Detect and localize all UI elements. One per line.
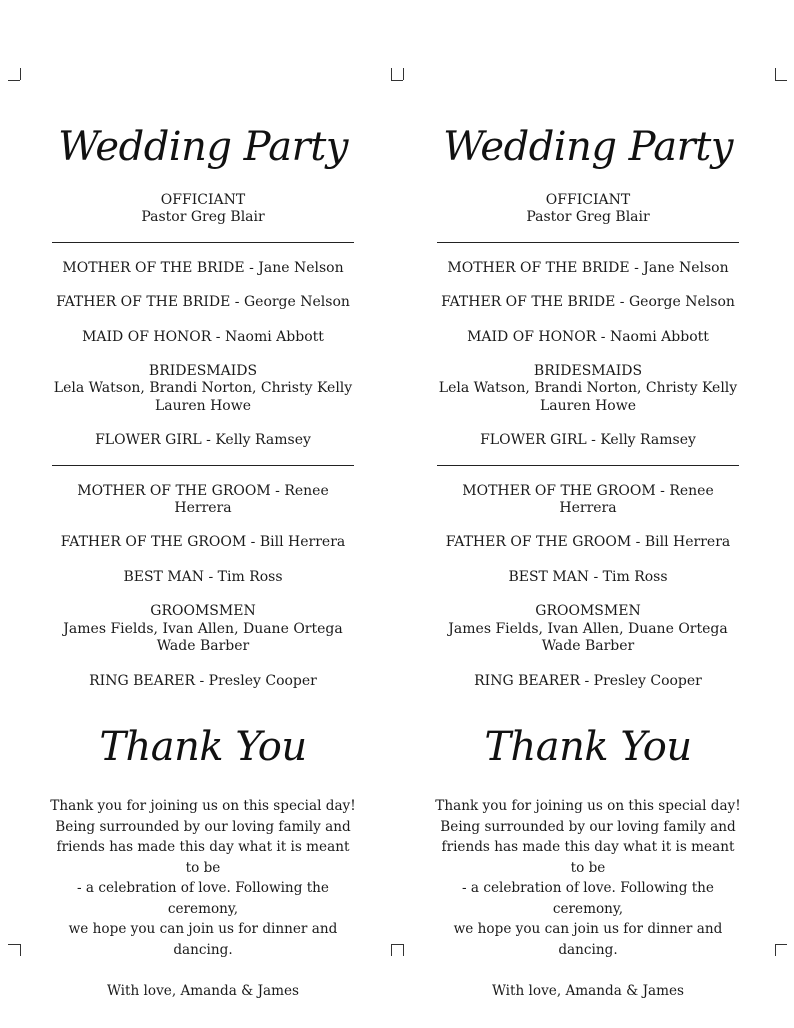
- officiant-name: Pastor Greg Blair: [526, 209, 650, 226]
- entry-line: BEST MAN - Tim Ross: [123, 568, 283, 585]
- entry-line: FLOWER GIRL - Kelly Ramsey: [480, 432, 696, 449]
- entry-line: Lauren Howe: [154, 397, 251, 414]
- thank-you-title: Thank You: [484, 723, 692, 770]
- message-line: - a celebration of love. Following the ceremony,: [77, 880, 329, 917]
- party-entry: [48, 294, 358, 311]
- message-line: we hope you can join us for dinner and dancing.: [68, 921, 338, 959]
- message-line: Being surrounded by our loving family and: [440, 818, 736, 835]
- party-entry: [433, 569, 743, 586]
- entry-line: MAID OF HONOR - Naomi Abbott: [82, 328, 324, 345]
- officiant-role: OFFICIANT: [160, 192, 246, 208]
- entry-line: FATHER OF THE BRIDE - George Nelson: [56, 294, 350, 311]
- entry-line: FATHER OF THE GROOM - Bill Herrera: [445, 534, 731, 551]
- officiant-role: OFFICIANT: [545, 192, 631, 208]
- entry-line: Lela Watson, Brandi Norton, Christy Kelly: [53, 380, 353, 397]
- entry-line: Lauren Howe: [539, 397, 636, 414]
- entry-line: FLOWER GIRL - Kelly Ramsey: [95, 432, 311, 449]
- party-entry: [433, 432, 743, 449]
- entry-line: BEST MAN - Tim Ross: [508, 568, 668, 585]
- entry-line: MAID OF HONOR - Naomi Abbott: [467, 328, 709, 345]
- entry-line: James Fields, Ivan Allen, Duane Ortega: [448, 620, 728, 637]
- entry-line: GROOMSMEN: [535, 603, 641, 620]
- entry-line: RING BEARER - Presley Cooper: [89, 672, 317, 689]
- signature: With love, Amanda & James: [491, 982, 685, 999]
- message-line: - a celebration of love. Following the ceremony,: [462, 880, 714, 917]
- party-entry: [48, 569, 358, 586]
- entry-line: BRIDESMAIDS: [148, 363, 258, 380]
- party-entry: [433, 329, 743, 346]
- entry-line: MOTHER OF THE GROOM - Renee Herrera: [77, 482, 329, 517]
- entry-line: RING BEARER - Presley Cooper: [474, 672, 702, 689]
- message-line: we hope you can join us for dinner and dancing.: [453, 921, 723, 959]
- program-card-left: [48, 118, 358, 1001]
- party-entry: [48, 260, 358, 277]
- thank-you-message: [433, 796, 743, 961]
- party-entry: [433, 363, 743, 415]
- party-entry: [433, 294, 743, 311]
- party-entry: [48, 534, 358, 551]
- party-entry: [48, 432, 358, 449]
- entry-line: GROOMSMEN: [150, 603, 256, 620]
- thank-you-message: [48, 796, 358, 961]
- entry-line: Wade Barber: [156, 638, 250, 655]
- party-entry: [48, 483, 358, 518]
- party-entry: [433, 673, 743, 690]
- officiant-block: [433, 192, 743, 227]
- officiant-name: Pastor Greg Blair: [141, 209, 265, 226]
- entry-line: MOTHER OF THE BRIDE - Jane Nelson: [447, 259, 729, 276]
- entry-line: BRIDESMAIDS: [533, 363, 643, 380]
- message-line: friends has made this day what it is meant to be: [56, 839, 350, 876]
- message-line: friends has made this day what it is meant to be: [441, 839, 735, 876]
- party-entry: [48, 363, 358, 415]
- signature: With love, Amanda & James: [106, 982, 300, 999]
- party-entry: [433, 260, 743, 277]
- message-line: Thank you for joining us on this special day!: [50, 797, 356, 814]
- entry-line: FATHER OF THE BRIDE - George Nelson: [441, 294, 735, 311]
- party-entry: [48, 329, 358, 346]
- entry-line: FATHER OF THE GROOM - Bill Herrera: [60, 534, 346, 551]
- party-entry: [433, 603, 743, 655]
- wedding-party-title: Wedding Party: [58, 124, 348, 170]
- party-entry: [48, 603, 358, 655]
- entry-line: Lela Watson, Brandi Norton, Christy Kelly: [438, 380, 738, 397]
- entry-line: Wade Barber: [541, 638, 635, 655]
- wedding-party-title: Wedding Party: [443, 124, 733, 170]
- party-entry: [433, 483, 743, 518]
- party-entry: [48, 673, 358, 690]
- party-entry: [433, 534, 743, 551]
- officiant-block: [48, 192, 358, 227]
- entry-line: MOTHER OF THE BRIDE - Jane Nelson: [62, 259, 344, 276]
- thank-you-title: Thank You: [99, 723, 307, 770]
- entry-line: MOTHER OF THE GROOM - Renee Herrera: [462, 482, 714, 517]
- message-line: Being surrounded by our loving family and: [55, 818, 351, 835]
- message-line: Thank you for joining us on this special day!: [435, 797, 741, 814]
- program-card-right: [433, 118, 743, 1001]
- entry-line: James Fields, Ivan Allen, Duane Ortega: [63, 620, 343, 637]
